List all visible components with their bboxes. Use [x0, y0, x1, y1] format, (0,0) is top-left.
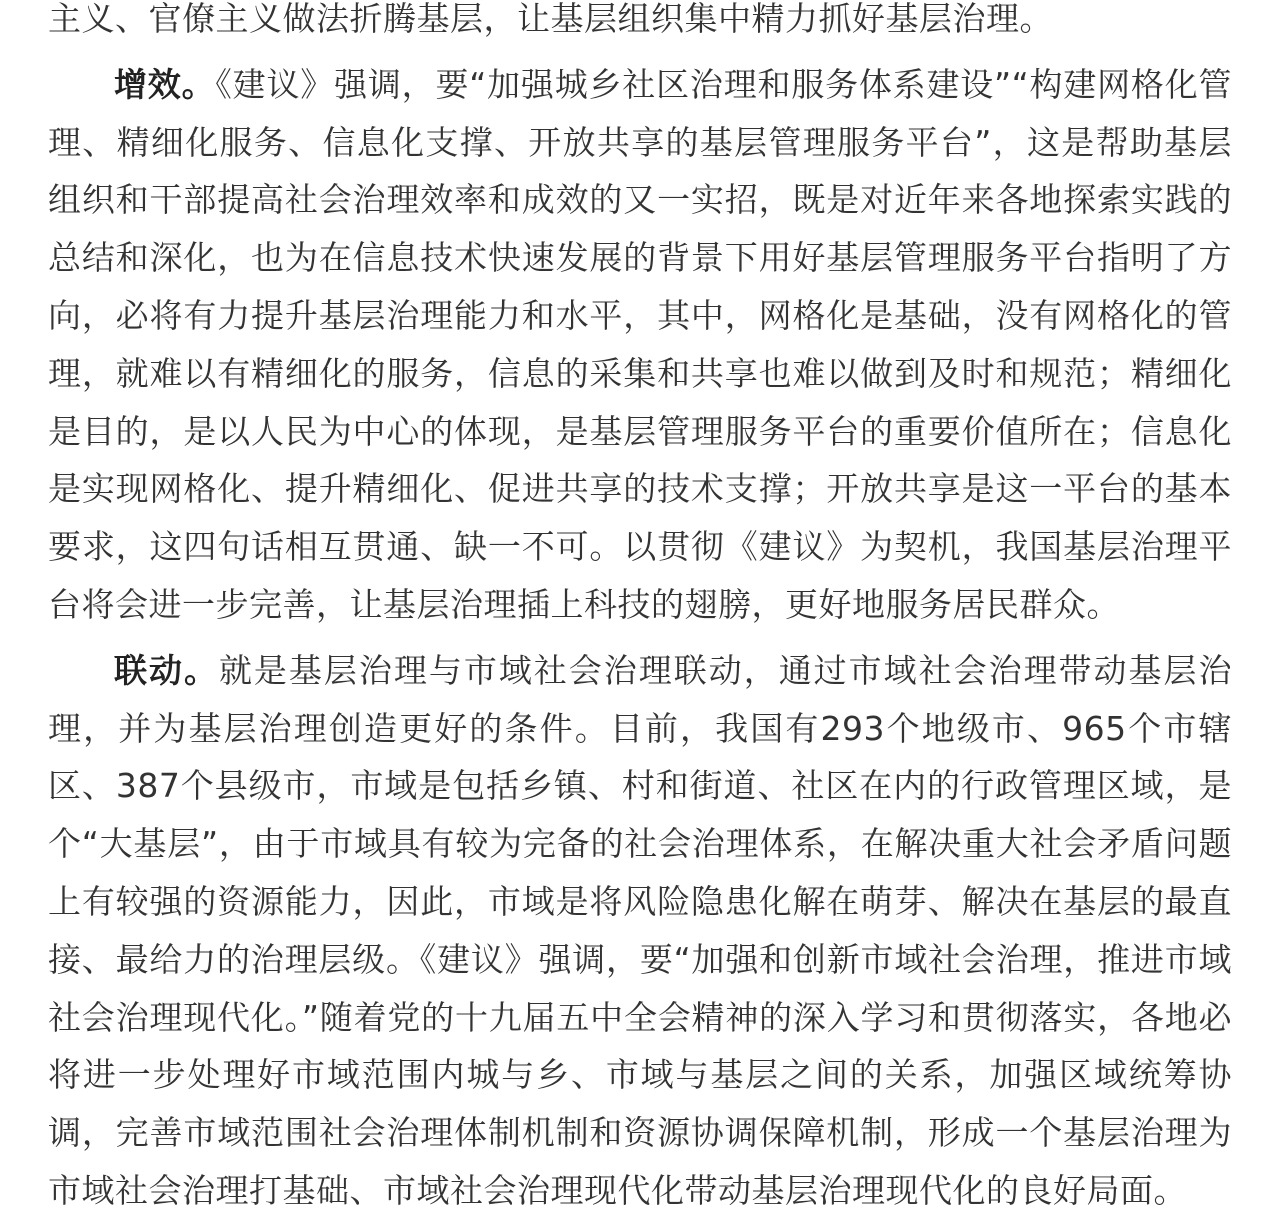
article-body — [48, 0, 1232, 1228]
paragraph-lead: 增效。 — [114, 64, 216, 104]
paragraph-text: 就是基层治理与市域社会治理联动，通过市域社会治理带动基层治理，并为基层治理创造更好的条件。目前，我国有293个地级市、965个市辖区、387个县级市，市域是包括乡镇、村和街道、社区在内的行政管理区域，是个“大基层”，由于市域具有较为完备的社会治理体系，在解决重大社会矛盾问题上有较强的资源能力，因此，市域是将风险隐患化解在萌芽、解决在基层的最直接、最给力的治理层级。《建议》强调，要“加强和创新市域社会治理，推进市域社会治理现代化。”随着党的十九届五中全会精神的深入学习和贯彻落实，各地必将进一步处理好市域范围内城与乡、市域与基层之间的关系，加强区域统筹协调，完善市域范围社会治理体制机制和资源协调保障机制，形成一个基层治理为市域社会治理打基础、市域社会治理现代化带动基层治理现代化的良好局面。 — [48, 650, 1233, 1210]
paragraph-text: 《建议》强调，要“加强城乡社区治理和服务体系建设”“构建网格化管理、精细化服务、信息化支撑、开放共享的基层管理服务平台”，这是帮助基层组织和干部提高社会治理效率和成效的又一实招，既是对近年来各地探索实践的总结和深化，也为在信息技术快速发展的背景下用好基层管理服务平台指明了方向，必将有力提升基层治理能力和水平，其中，网格化是基础，没有网格化的管理，就难以有精细化的服务，信息的采集和共享也难以做到及时和规范；精细化是目的，是以人民为中心的体现，是基层管理服务平台的重要价值所在；信息化是实现网格化、提升精细化、促进共享的技术支撑；开放共享是这一平台的基本要求，这四句话相互贯通、缺一不可。以贯彻《建议》为契机，我国基层治理平台将会进一步完善，让基层治理插上科技的翅膀，更好地服务居民群众。 — [48, 64, 1233, 624]
paragraph-continuation — [48, 0, 1232, 48]
paragraph-linkage — [48, 642, 1232, 1220]
paragraph-text: 主义、官僚主义做法折腾基层，让基层组织集中精力抓好基层治理。 — [48, 0, 1053, 38]
paragraph-lead: 联动。 — [114, 650, 219, 690]
paragraph-efficiency — [48, 56, 1232, 634]
